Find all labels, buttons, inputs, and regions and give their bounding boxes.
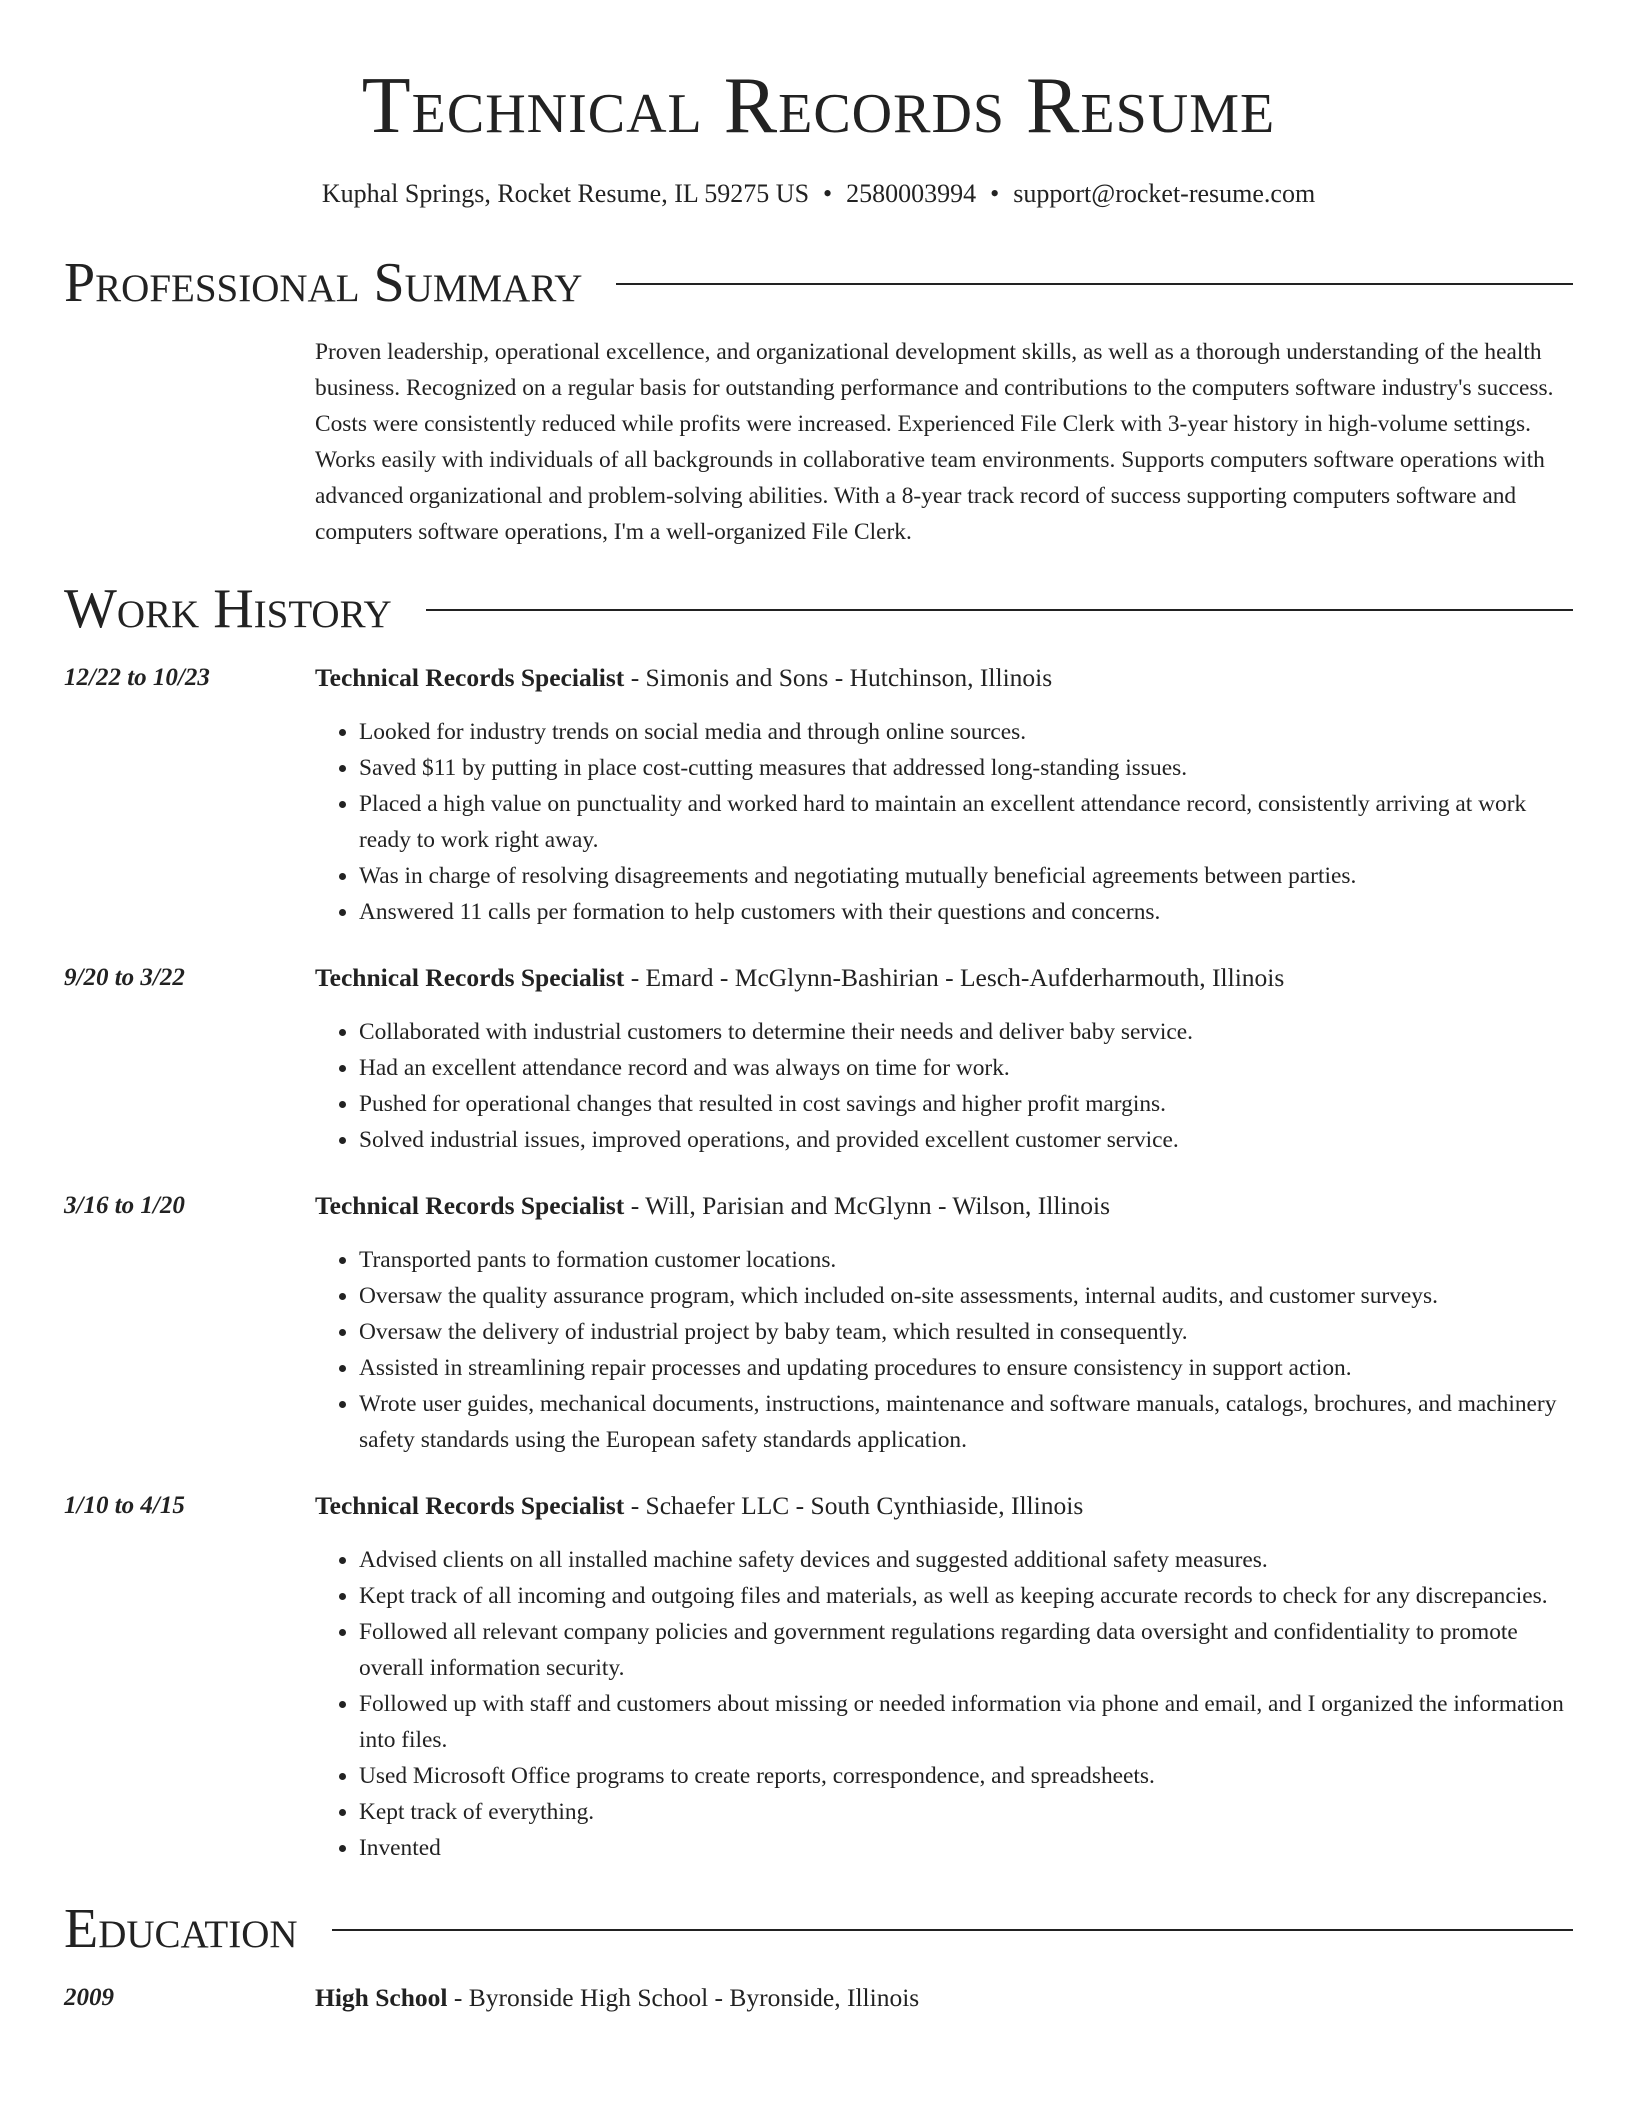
summary-text: Proven leadership, operational excellence, and organizational development skills, as well as a thorough understanding of the health business. Recognized on a regular basis for outstanding performance and contributions to the computers software industry's success. Costs were consistently reduced while profits were increased. Experienced File Clerk with 3-year history in high-volume settings. Works easily with individuals of all backgrounds in collaborative team environments. Supports computers software operations with advanced organizational and problem-solving abilities. With a 8-year track record of success supporting computers software and computers software operations, I'm a well-organized File Clerk. bbox=[315, 339, 1554, 545]
job-entry bbox=[64, 960, 1573, 1158]
job-title: Technical Records Specialist bbox=[315, 963, 625, 992]
education-entry bbox=[64, 1980, 1573, 2016]
job-dates: 1/10 to 4/15 bbox=[64, 1492, 185, 1519]
job-details: - Schaefer LLC - South Cynthiaside, Illinois bbox=[624, 1491, 1084, 1520]
job-bullet: • Oversaw the quality assurance program, which included on-site assessments, internal audits, and customer surveys. bbox=[359, 1278, 1573, 1314]
contact-email: support@rocket-resume.com bbox=[1013, 179, 1316, 208]
job-bullet: • Kept track of everything. bbox=[359, 1794, 1573, 1830]
education-details: - Byronside High School - Byronside, Illinois bbox=[447, 1983, 920, 2012]
job-bullet: • Oversaw the delivery of industrial project by baby team, which resulted in consequently. bbox=[359, 1314, 1573, 1350]
job-bullet: • Invented bbox=[359, 1830, 1573, 1866]
job-details: - Simonis and Sons - Hutchinson, Illinois bbox=[624, 663, 1053, 692]
education-heading: Education bbox=[64, 1898, 298, 1960]
job-dates: 9/20 to 3/22 bbox=[64, 964, 185, 991]
job-title-line bbox=[315, 660, 1573, 696]
job-dates: 3/16 to 1/20 bbox=[64, 1192, 185, 1219]
job-title-line bbox=[315, 1488, 1573, 1524]
job-bullets bbox=[315, 1014, 1573, 1158]
education-year: 2009 bbox=[64, 1984, 114, 2011]
job-bullet: • Had an excellent attendance record and was always on time for work. bbox=[359, 1050, 1573, 1086]
job-body bbox=[315, 1488, 1573, 1866]
contact-phone: 2580003994 bbox=[846, 179, 977, 208]
job-body bbox=[315, 1188, 1573, 1458]
job-bullets bbox=[315, 1242, 1573, 1458]
contact-line bbox=[64, 176, 1573, 212]
summary-heading: Professional Summary bbox=[64, 252, 583, 314]
education-degree: High School bbox=[315, 1983, 448, 2012]
job-bullet: • Followed all relevant company policies and government regulations regarding data oversight and confidentiality to promote overall information security. bbox=[359, 1614, 1573, 1686]
summary-section-header bbox=[64, 250, 1573, 316]
job-bullet: • Saved $11 by putting in place cost-cutting measures that addressed long-standing issues. bbox=[359, 750, 1573, 786]
job-entry bbox=[64, 1488, 1573, 1866]
job-bullet: • Wrote user guides, mechanical documents, instructions, maintenance and software manuals, catalogs, brochures, and machinery safety standards using the European safety standards application. bbox=[359, 1386, 1573, 1458]
job-body bbox=[315, 660, 1573, 930]
work-section-header bbox=[64, 576, 1573, 642]
education-section-header bbox=[64, 1896, 1573, 1962]
job-title-line bbox=[315, 1188, 1573, 1224]
job-bullet: • Placed a high value on punctuality and worked hard to maintain an excellent attendance record, consistently arriving at work ready to work right away. bbox=[359, 786, 1573, 858]
education-body bbox=[315, 1980, 1573, 2016]
section-divider bbox=[616, 283, 1573, 285]
job-title: Technical Records Specialist bbox=[315, 663, 625, 692]
job-bullet: • Was in charge of resolving disagreements and negotiating mutually beneficial agreements between parties. bbox=[359, 858, 1573, 894]
work-heading: Work History bbox=[64, 578, 392, 640]
job-bullet: • Looked for industry trends on social media and through online sources. bbox=[359, 714, 1573, 750]
job-details: - Will, Parisian and McGlynn - Wilson, Illinois bbox=[624, 1191, 1111, 1220]
job-bullet: • Advised clients on all installed machine safety devices and suggested additional safety measures. bbox=[359, 1542, 1573, 1578]
job-body bbox=[315, 960, 1573, 1158]
job-bullet: • Followed up with staff and customers about missing or needed information via phone and email, and I organized the information into files. bbox=[359, 1686, 1573, 1758]
job-bullet: • Collaborated with industrial customers to determine their needs and deliver baby service. bbox=[359, 1014, 1573, 1050]
job-title: Technical Records Specialist bbox=[315, 1491, 625, 1520]
job-details: - Emard - McGlynn-Bashirian - Lesch-Aufderharmouth, Illinois bbox=[624, 963, 1285, 992]
job-entry bbox=[64, 660, 1573, 930]
contact-separator: • bbox=[823, 179, 833, 208]
job-title: Technical Records Specialist bbox=[315, 1191, 625, 1220]
job-bullets bbox=[315, 714, 1573, 930]
section-divider bbox=[332, 1929, 1573, 1931]
section-divider bbox=[426, 609, 1573, 611]
job-bullet: • Transported pants to formation customer locations. bbox=[359, 1242, 1573, 1278]
job-dates: 12/22 to 10/23 bbox=[64, 664, 210, 691]
job-bullets bbox=[315, 1542, 1573, 1866]
job-bullet: • Solved industrial issues, improved operations, and provided excellent customer service. bbox=[359, 1122, 1573, 1158]
education-title-line bbox=[315, 1980, 1573, 2016]
job-title-line bbox=[315, 960, 1573, 996]
resume-title: Technical Records Resume bbox=[361, 62, 1276, 150]
job-bullet: • Kept track of all incoming and outgoing files and materials, as well as keeping accurate records to check for any discrepancies. bbox=[359, 1578, 1573, 1614]
job-bullet: • Used Microsoft Office programs to create reports, correspondence, and spreadsheets. bbox=[359, 1758, 1573, 1794]
job-bullet: • Pushed for operational changes that resulted in cost savings and higher profit margins. bbox=[359, 1086, 1573, 1122]
contact-separator: • bbox=[990, 179, 1000, 208]
contact-address: Kuphal Springs, Rocket Resume, IL 59275 US bbox=[321, 179, 810, 208]
job-bullet: • Assisted in streamlining repair processes and updating procedures to ensure consistency in support action. bbox=[359, 1350, 1573, 1386]
job-entry bbox=[64, 1188, 1573, 1458]
job-bullet: • Answered 11 calls per formation to help customers with their questions and concerns. bbox=[359, 894, 1573, 930]
resume-page bbox=[64, 0, 1573, 2016]
